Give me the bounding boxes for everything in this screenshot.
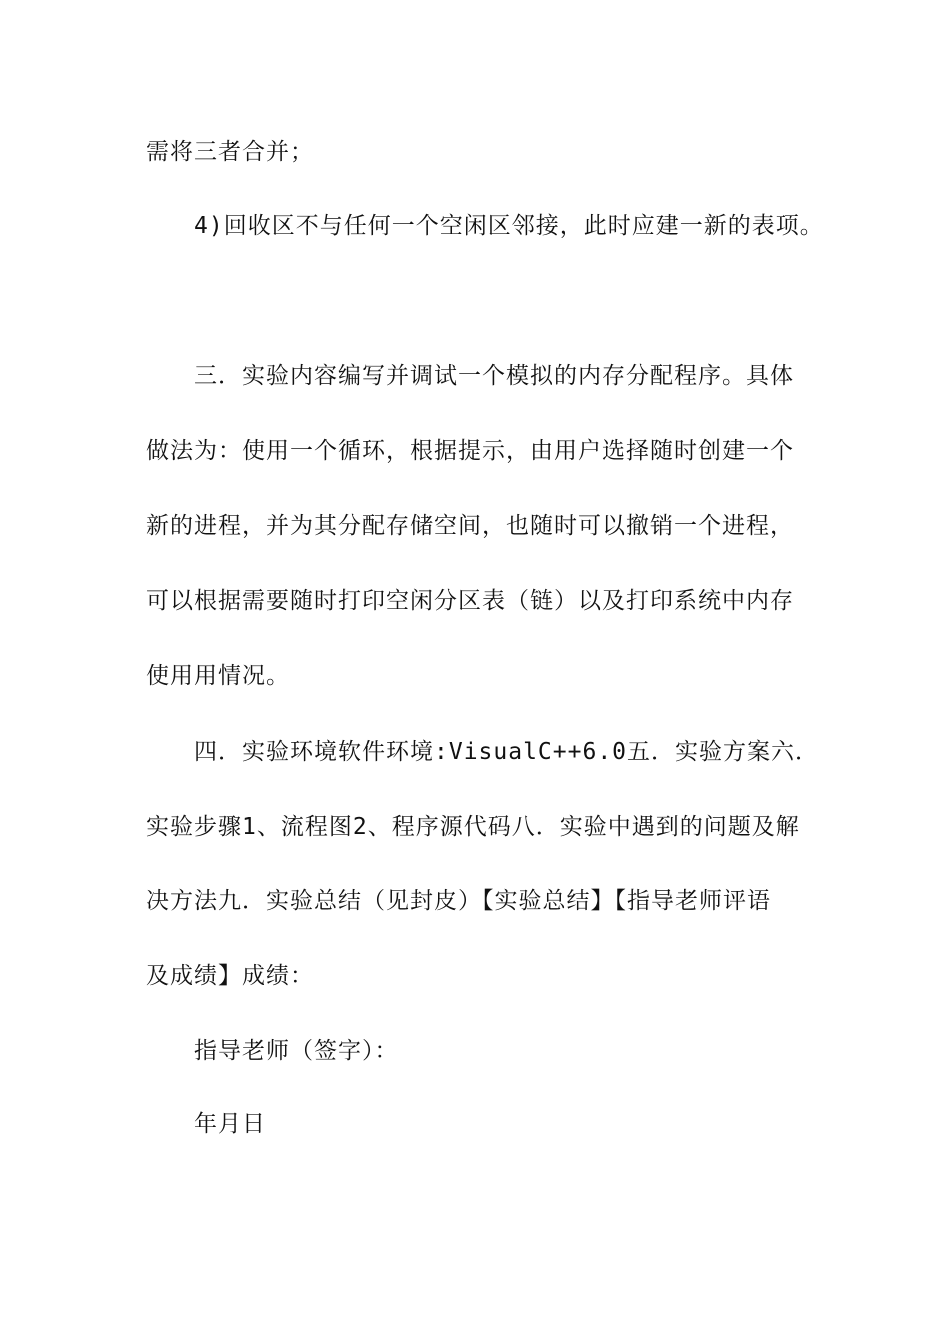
text-line-13: 年月日 (194, 1111, 266, 1137)
text-line-8: 四．实验环境软件环境:VisualC++6.0五．实验方案六． (194, 739, 820, 765)
text-line-1: 需将三者合并； (146, 139, 314, 165)
text-line-9: 实验步骤1、流程图2、程序源代码八．实验中遇到的问题及解 (146, 814, 800, 840)
text-line-6: 可以根据需要随时打印空闲分区表（链）以及打印系统中内存 (146, 588, 794, 614)
text-line-7: 使用用情况。 (146, 663, 290, 689)
text-line-12: 指导老师（签字）： (194, 1038, 399, 1064)
text-line-5: 新的进程，并为其分配存储空间，也随时可以撤销一个进程， (146, 513, 794, 539)
text-line-3: 三．实验内容编写并调试一个模拟的内存分配程序。具体 (194, 363, 794, 389)
text-line-10: 决方法九．实验总结（见封皮）【实验总结】【指导老师评语 (146, 888, 771, 914)
text-line-2: 4)回收区不与任何一个空闲区邻接，此时应建一新的表项。 (194, 213, 824, 239)
text-line-4: 做法为：使用一个循环，根据提示，由用户选择随时创建一个 (146, 438, 794, 464)
text-line-11: 及成绩】成绩： (146, 963, 314, 989)
